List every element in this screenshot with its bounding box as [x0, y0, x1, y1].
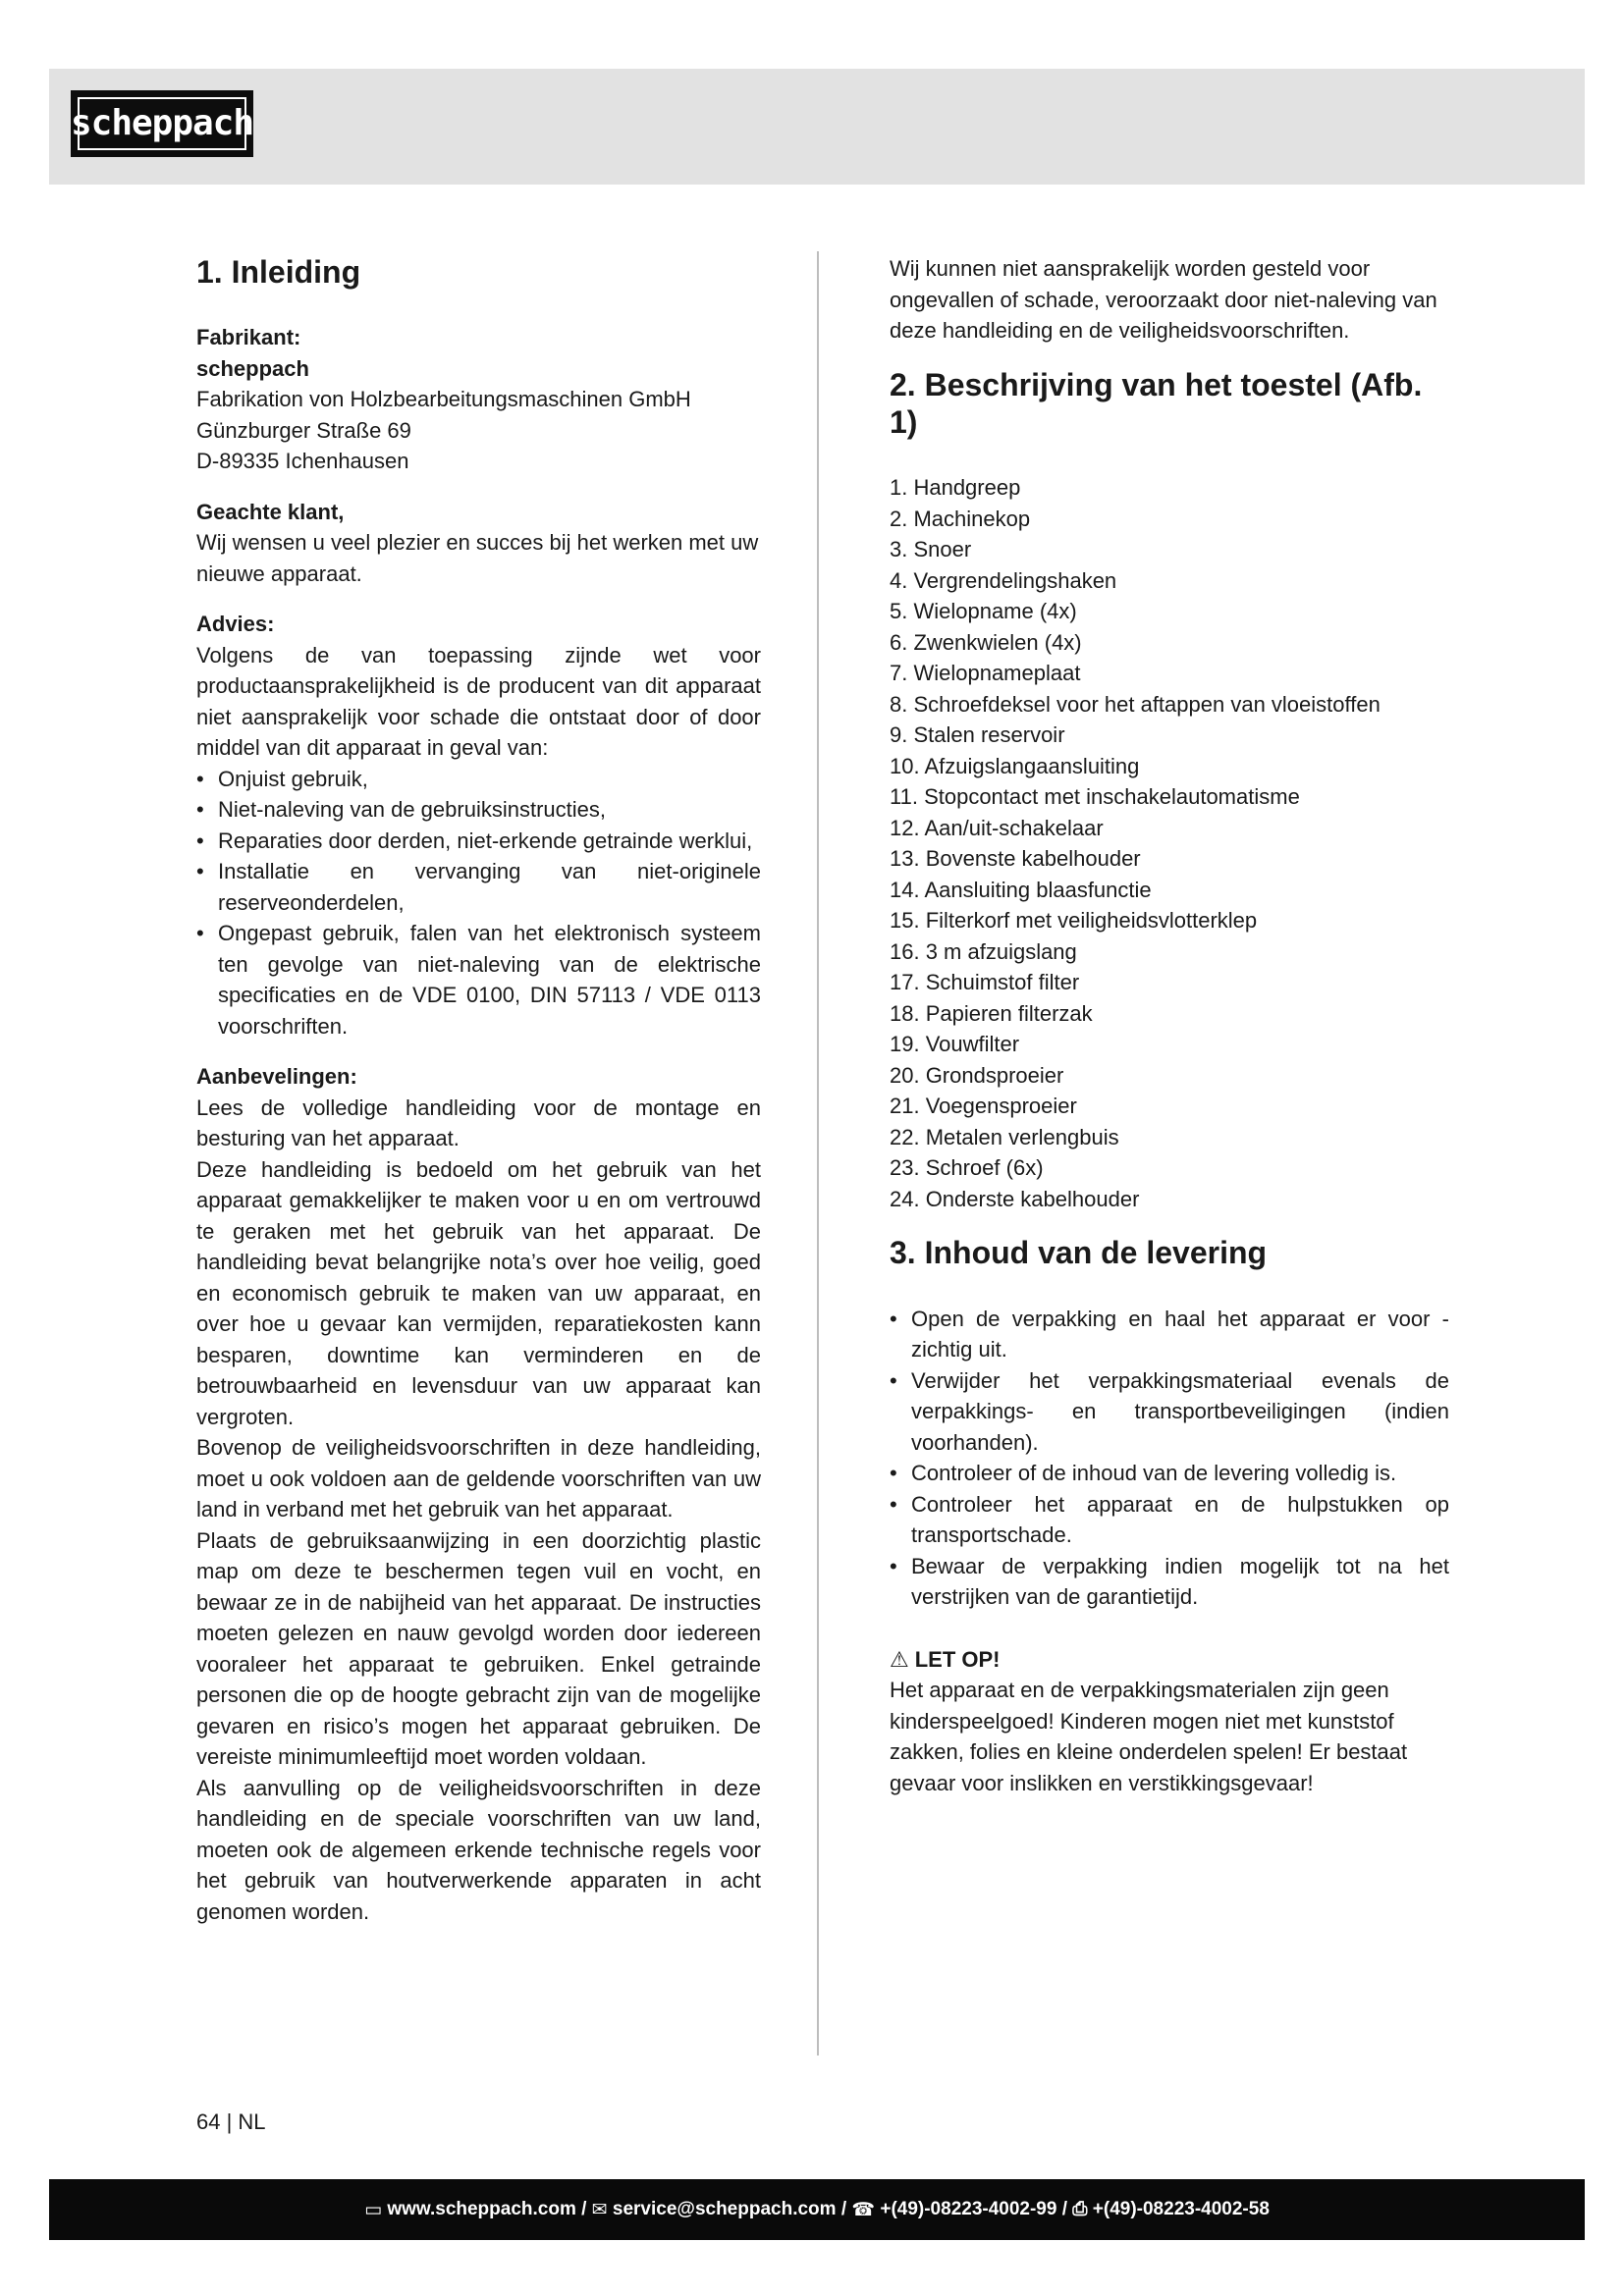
part-item: 3. Snoer [890, 537, 972, 562]
list-item: • Installatie en vervanging van niet-originele reserveonderdelen, [196, 856, 761, 918]
advies-list [196, 764, 761, 1042]
part-item: 23. Schroef (6x) [890, 1155, 1044, 1181]
warning-heading [890, 1644, 1449, 1676]
email-link[interactable]: service@scheppach.com [612, 2199, 837, 2219]
part-item: 12. Aan/uit-schakelaar [890, 815, 1104, 840]
greeting-text: Wij wensen u veel plezier en succes bij het werken met uw nieuwe apparaat. [196, 530, 759, 586]
advies-label: Advies: [196, 612, 275, 637]
fax-number: +(49)-08223-4002-58 [1092, 2199, 1270, 2219]
list-item: • Reparaties door derden, niet-erkende getrainde werklui, [196, 826, 761, 857]
page-number: 64 | NL [196, 2109, 266, 2134]
part-item: 14. Aansluiting blaasfunctie [890, 877, 1152, 902]
part-item: 22. Metalen verlengbuis [890, 1124, 1119, 1149]
part-item: 4. Vergrendelingshaken [890, 567, 1117, 593]
address-line: D-89335 Ichenhausen [196, 449, 409, 474]
part-item: 1. Handgreep [890, 475, 1021, 501]
address-line: Fabrikation von Holzbearbeitungsmaschinen GmbH [196, 387, 691, 412]
section-1-title: 1. Inleiding [196, 254, 361, 290]
advies-text: Volgens de van toepassing zijnde wet voor productaansprakelijkheid is de producent van dit apparaat niet aansprakelijk voor schade die ontstaat door of door middel van dit apparaat in geval van: [196, 642, 761, 761]
list-item: • Onjuist gebruik, [196, 764, 761, 795]
scheppach-logo [71, 90, 253, 157]
delivery-list [890, 1304, 1449, 1613]
phone-number: +(49)-08223-4002-99 [880, 2199, 1057, 2219]
part-item: 13. Bovenste kabelhouder [890, 846, 1141, 872]
footer-band: ▭ www.scheppach.com / ✉ service@scheppach.com / ☎ +(49)-08223-4002-99 / ⎙ +(49)-08223-4002-58 [49, 2179, 1585, 2240]
part-item: 17. Schuimstof filter [890, 970, 1080, 995]
part-item: 7. Wielopnameplaat [890, 661, 1081, 686]
paragraph: Als aanvulling op de veiligheidsvoorschriften in deze handleiding en de speciale voorschriften van uw land, moeten ook de algemeen erkende technische regels voor het gebruik van houtverwerkende apparaten in acht genomen worden. [196, 1775, 761, 1924]
greeting: Geachte klant, [196, 499, 345, 524]
part-item: 20. Grondsproeier [890, 1062, 1064, 1088]
fax-icon: ⎙ [1072, 2199, 1088, 2219]
fabrikant-name: scheppach [196, 355, 309, 381]
paragraph: Deze handleiding is bedoeld om het gebruik van het apparaat gemakkelijker te maken voor u en om vertrouwd te geraken met het gebruik van het apparaat. De handleiding bevat belangrijke nota’s over hoe veilig, goed en economisch gebruik te maken van uw apparaat, en over hoe u gevaar kan vermijden, reparatiekosten kann besparen, downtime kan verminderen en de betrouwbaarheid en levensduur van uw apparaat kan vergroten. [196, 1156, 761, 1429]
website-link[interactable]: www.scheppach.com [387, 2199, 576, 2219]
header-band [49, 69, 1585, 185]
part-item: 16. 3 m afzuigslang [890, 938, 1077, 964]
list-item: • Verwijder het verpakkingsmateriaal evenals de verpakkings- en transportbeveiligingen (indien voorhanden). [890, 1365, 1449, 1459]
column-divider [817, 251, 819, 2056]
list-item: • Controleer het apparaat en de hulpstukken op transportschade. [890, 1489, 1449, 1551]
section-3-title: 3. Inhoud van de levering [890, 1235, 1268, 1271]
warning-icon: ⚠ [890, 1646, 909, 1672]
paragraph: Lees de volledige handleiding voor de montage en besturing van het apparaat. [196, 1095, 761, 1151]
paragraph: Plaats de gebruiksaanwijzing in een doorzichtig plastic map om deze te beschermen tegen vuil en vocht, en bewaar ze in de nabijheid van het apparaat. De instructies moeten gelezen en nauw gevolgd worden door iedereen vooraleer het apparaat te gebruiken. Enkel getrainde personen die op de hoogte gebracht zijn van de mogelijke gevaren en risico’s mogen het apparaat gebruiken. De vereiste minimumleeftijd moet worden voldaan. [196, 1527, 761, 1770]
part-item: 6. Zwenkwielen (4x) [890, 629, 1082, 655]
part-item: 9. Stalen reservoir [890, 722, 1065, 748]
part-item: 21. Voegensproeier [890, 1094, 1077, 1119]
fabrikant-label: Fabrikant: [196, 325, 301, 350]
list-item: • Bewaar de verpakking indien mogelijk tot na het verstrijken van de garantietijd. [890, 1551, 1449, 1613]
left-column [196, 253, 761, 1927]
warning-label: LET OP! [914, 1646, 1001, 1672]
aanbevelingen-label: Aanbevelingen: [196, 1064, 357, 1090]
mail-icon: ✉ [591, 2199, 608, 2220]
part-item: 5. Wielopname (4x) [890, 599, 1077, 624]
list-item: • Open de verpakking en haal het apparaat er voor - zichtig uit. [890, 1304, 1449, 1365]
right-column [890, 253, 1449, 1798]
part-item: 11. Stopcontact met inschakelautomatisme [890, 784, 1300, 810]
phone-icon: ☎ [851, 2199, 876, 2220]
part-item: 19. Vouwfilter [890, 1032, 1020, 1057]
parts-list [890, 472, 1449, 1214]
part-item: 18. Papieren filterzak [890, 1000, 1093, 1026]
part-item: 2. Machinekop [890, 506, 1031, 531]
part-item: 15. Filterkorf met veiligheidsvlotterklep [890, 908, 1258, 934]
logo-text: scheppach [70, 103, 254, 143]
disclaimer: Wij kunnen niet aansprakelijk worden gesteld voor ongevallen of schade, veroorzaakt door niet-naleving van deze handleiding en de veiligheidsvoorschriften. [890, 256, 1437, 343]
part-item: 8. Schroefdeksel voor het aftappen van vloeistoffen [890, 691, 1380, 717]
section-2-title: 2. Beschrijving van het toestel (Afb. 1) [890, 366, 1423, 440]
paragraph: Bovenop de veiligheidsvoorschriften in deze handleiding, moet u ook voldoen aan de geldende voorschriften van uw land in verband met het gebruik van het apparaat. [196, 1435, 761, 1522]
part-item: 24. Onderste kabelhouder [890, 1186, 1140, 1211]
list-item: • Niet-naleving van de gebruiksinstructies, [196, 794, 761, 826]
list-item: • Controleer of de inhoud van de levering volledig is. [890, 1458, 1449, 1489]
list-item: • Ongepast gebruik, falen van het elektronisch systeem ten gevolge van niet-naleving van de elektrische specificaties en de VDE 0100, DIN 57113 / VDE 0113 voorschriften. [196, 918, 761, 1041]
warning-text: Het apparaat en de verpakkingsmaterialen zijn geen kinderspeelgoed! Kinderen mogen niet met kunststof zakken, folies en kleine onderdelen spelen! Er bestaat gevaar voor inslikken en verstikkingsgevaar! [890, 1678, 1408, 1795]
computer-icon: ▭ [364, 2199, 383, 2220]
address-line: Günzburger Straße 69 [196, 417, 411, 443]
part-item: 10. Afzuigslangaansluiting [890, 753, 1140, 778]
